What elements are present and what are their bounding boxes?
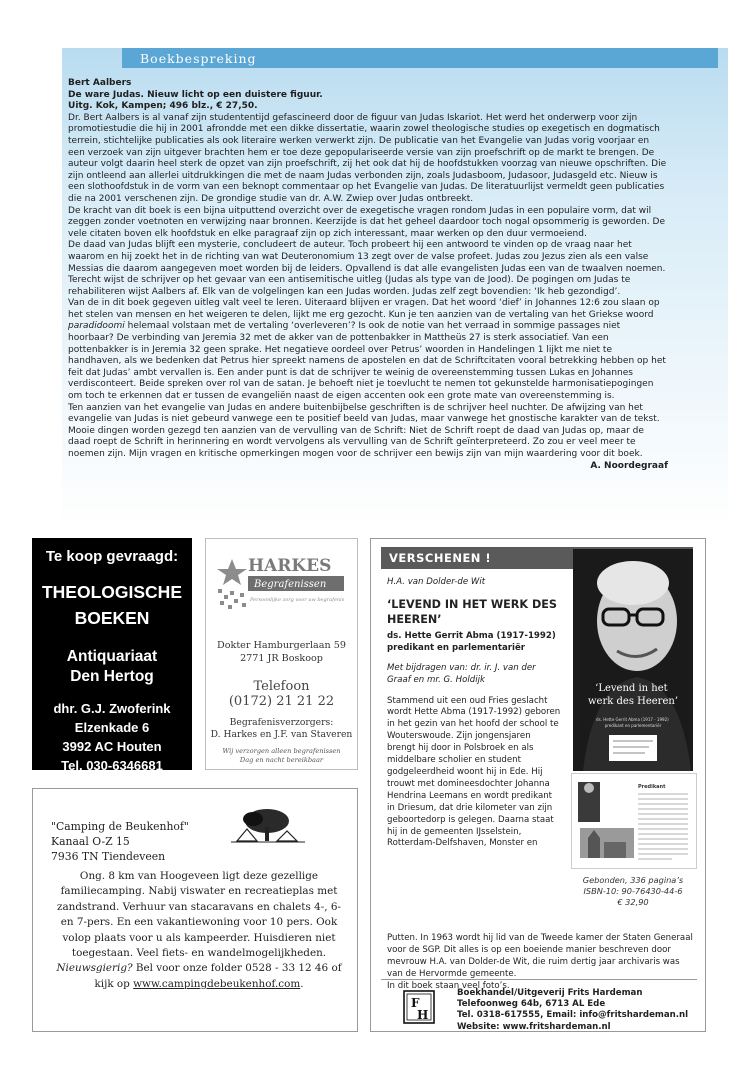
- publisher-name: Boekhandel/Uitgeverij Frits Hardeman: [457, 988, 643, 998]
- new-book-announcement: [370, 538, 706, 1032]
- harkes-address: [206, 639, 357, 665]
- harkes-note: [206, 747, 357, 765]
- phone-label: Telefoon: [253, 679, 310, 694]
- publisher-block: [381, 979, 697, 1032]
- book-binding: Gebonden, 336 pagina’s: [582, 875, 684, 885]
- review-text: helemaal volstaan met de vertaling ‘overleveren’? Is ook de notie van het verraad in sommige passages niet hoorbaar? De verbinding van Jeremia 32 met de akker van de pottenbakker in Mattheüs 27 is sterk associatief. Van een pottenbakker is in Jeremia 32 geen sprake. Het negatieve oordeel over Petrus’ woorden in Handelingen 1 lijkt me niet te handhaven, als we bedenken dat Petrus hier spreekt namens de apostelen en dat de Schriftcitaten vooral betrekking hebben op het feit dat Judas’ ambt vervallen is. Een ander punt is dat de schrijver te weinig de overeenstemming tussen Lukas en Johannes verdisconteert. Beide spreken over rol van de satan. Je behoeft niet je toevlucht te nemen tot gekunstelde harmonisatiepogingen om toch te erkennen dat er tussen de evangeliën naast de eigen accenten ook een grote mate van overeenstemming is.: [68, 321, 666, 402]
- inner-page-preview: [572, 774, 694, 866]
- ad-shop-line: Den Hertog: [70, 668, 154, 685]
- harkes-logo: [212, 545, 352, 617]
- ad-contact-line: dhr. G.J. Zwoferink: [53, 701, 171, 716]
- ad-contact-line: 3992 AC Houten: [62, 739, 162, 754]
- review-text: Van de in dit boek gegeven uitleg valt veel te leren. Uiteraard blijven er vragen. Dat het woord ‘dief’ in Johannes 12:6 zou slaan op het stelen van mensen en het weigeren te delen, lijkt me erg gezocht. Kun je ten aanzien van de vertaling van het Griekse woord: [68, 298, 660, 320]
- book-price: € 32,90: [617, 897, 649, 907]
- publisher-address: Telefoonweg 64b, 6713 AL Ede: [457, 999, 606, 1010]
- review-signature: A. Noordegraaf: [590, 460, 668, 471]
- review-paragraph: Dr. Bert Aalbers is al vanaf zijn studententijd gefascineerd door de figuur van Judas Iskariot. Het werd het onderwerp voor zijn promotiestudie die hij in 2001 afrondde met een dikke dissertatie, waarin zowel theologische studies op exegetisch en dogmatisch terrein, stichtelijke publicaties als ook literaire werken verwerkt zijn. De publicatie van het Evangelie van Judas vorig voorjaar en een verzoek van zijn uitgever brachten hem er toe deze gepopulariseerde versie van zijn proefschrift op de markt te brengen. De auteur volgt daarin heel sterk de opzet van zijn proefschrift, zij het ook dat hij de hoofdstukken voorzag van nieuwe opschriften. Die zijn ontleend aan allerlei uitdrukkingen die met de naam Judas verbonden zijn, zoals Judasboom, Judasoor, Judasgeld etc. Nieuw is een slothoofdstuk in de vorm van een beknopt commentaar op het Evangelie van Judas. De literatuurlijst vermeldt geen publicaties die na 2001 verschenen zijn. De grondige studie van dr. A.W. Zwiep over Judas ontbreekt.: [68, 112, 667, 204]
- note-line: Wij verzorgen alleen begrafenissen: [222, 747, 341, 755]
- review-paragraph: [68, 298, 668, 402]
- address-line: 2771 JR Boskoop: [240, 653, 323, 664]
- book-pub-info: Uitg. Kok, Kampen; 496 blz., € 27,50.: [68, 101, 258, 112]
- greek-term: paradidoomi: [68, 321, 125, 332]
- ad-subject: [32, 579, 192, 631]
- book-inner-page: [571, 773, 697, 869]
- book-isbn: ISBN-10: 90-76430-44-6: [583, 886, 683, 896]
- cover-subtitle: ds. Hette Gerrit Abma (1917 - 1992) predikant en parlementariër: [596, 717, 669, 728]
- ad-subject-line: BOEKEN: [74, 608, 150, 628]
- cover-portrait: [573, 549, 693, 771]
- description-text: Putten. In 1963 wordt hij lid van de Tweede kamer der Staten Generaal voor de SGP. Dit alles is op een boeiende manier beschreven door mevrouw H.A. van Dolder-de Wit, die ruim dertig jaar archivaris was van de Hervormde gemeente.: [387, 933, 693, 979]
- publisher-logo: [403, 990, 435, 1024]
- announcement-header: VERSCHENEN !: [381, 547, 693, 569]
- publisher-website[interactable]: Website: www.fritshardeman.nl: [457, 1021, 611, 1032]
- review-paragraph: De daad van Judas blijft een mysterie, concludeert de auteur. Toch probeert hij een antwoord te vinden op de vraag naar het waarom en hij zoekt het in de richting van wat Deuteronomium 13 zegt over de valse profeet. Judas zou Jezus zien als een valse Messias die daarom aangegeven moet worden bij de leiders. Opvallend is dat alle evangelisten Judas een van de twaalven noemen. Terecht wijst de schrijver op het gevaar van een antisemitische uitleg (Judas als type van de Jood). De pogingen om Judas te rehabiliteren wijst Aalbers af. Elk van de volgelingen kan een Judas worden. Judas zelf zegt bovendien: ‘Ik heb gezondigd’.: [68, 240, 666, 297]
- ad-camping: [32, 788, 358, 1032]
- harkes-phone: [206, 679, 357, 709]
- staff-role: Begrafenisverzorgers:: [229, 717, 334, 728]
- logo-sub: Begrafenissen: [254, 579, 327, 590]
- ad-shop-name: [32, 647, 192, 687]
- note-line: Dag en nacht bereikbaar: [239, 756, 324, 764]
- book-cover: [573, 549, 693, 771]
- camping-address: Kanaal O-Z 15: [51, 835, 130, 848]
- svg-text:F: F: [411, 996, 420, 1010]
- publisher-contact: Tel. 0318-617555, Email: info@fritshardeman.nl: [457, 1010, 689, 1021]
- review-paragraph: Ten aanzien van het evangelie van Judas en andere buitenbijbelse geschriften is de schrijver heel nuchter. De afwijzing van het evangelie van Judas is niet gebeurd vanwege een te positief beeld van Judas, maar vanwege het gnostische karakter van de tekst. Mooie dingen worden gezegd ten aanzien van de vervulling van de Schrift: Niet de Schrift roept de daad van Judas op, maar de daad roept de Schrift in herinnering en wordt vervolgens als vervulling van de Schrift geïnterpreteerd. Zo zou er veel meer te noemen zijn. Mijn vragen en kritische opmerkingen mogen voor de schrijver een bewijs zijn van mijn waardering voor dit boek.: [68, 402, 660, 459]
- publisher-info: [457, 988, 688, 1033]
- tree-tent-illustration: [231, 807, 305, 845]
- ad-harkes: [205, 538, 358, 770]
- camping-link-prefix: of kijk op: [94, 962, 342, 990]
- ad-antiquariaat: [32, 538, 192, 773]
- section-label: Boekbespreking: [122, 48, 718, 68]
- book-subtitle: ds. Hette Gerrit Abma (1917-1992) predikant en parlementariër: [387, 630, 556, 653]
- ad-headline: Te koop gevraagd:: [45, 548, 179, 565]
- review-body: [68, 78, 668, 472]
- book-contributors: Met bijdragen van: dr. ir. J. van der Graaf en mr. G. Holdijk: [387, 662, 536, 685]
- review-paragraph: De kracht van dit boek is een bijna uitputtend overzicht over de exegetische vragen rondom Judas in een populaire vorm, dat wil zeggen zonder voetnoten en verwijzing naar bronnen. Keerzijde is dat het geheel daardoor toch nogal opsommerig is geworden. De vele citaten boven elk hoofdstuk en elke paragraaf zijn op zich interessant, maar werken op den duur vermoeiend.: [68, 205, 666, 239]
- staff-names: D. Harkes en J.F. van Staveren: [210, 729, 353, 740]
- logo-text: HARKES: [248, 556, 332, 576]
- ad-contact-line: Tel. 030-6346681: [61, 758, 163, 773]
- book-info: [387, 577, 561, 850]
- camping-cta: Nieuwsgierig?: [56, 962, 133, 975]
- book-title: ‘LEVEND IN HET WERK DES HEEREN’: [387, 597, 557, 626]
- book-details: [571, 875, 695, 908]
- camping-phone: Bel voor onze folder 0528 - 33 12 46: [135, 962, 329, 975]
- address-line: Dokter Hamburgerlaan 59: [217, 640, 346, 651]
- book-author: Bert Aalbers: [68, 78, 132, 88]
- ad-shop-line: Antiquariaat: [66, 648, 158, 665]
- cover-title: ‘Levend in het werk des Heeren’: [588, 683, 678, 707]
- camping-header: [51, 819, 189, 864]
- description-end: In dit boek staan veel foto’s.: [387, 980, 510, 991]
- camping-name: "Camping de Beukenhof": [51, 820, 189, 833]
- book-description: Stammend uit een oud Fries geslacht wordt Hette Abma (1917-1992) geboren in het gezin van het hoofd der school te Wouterswoude. Zijn jongensjaren brengt hij door in Polsbroek en als middelbare scholier en student godgeleerdheid woont hij in Ede. Hij trouwt met domineesdochter Johanna Hendrina Leemans en wordt predikant in Driesum, dat drie kilometer van zijn geboortedorp is gelegen. Daarna staat hij in de gemeenten IJsselstein, Rotterdam-Delfshaven, Monster en: [387, 695, 561, 849]
- camping-description: [51, 869, 347, 992]
- svg-text:H: H: [417, 1008, 429, 1022]
- ad-contact-line: Elzenkade 6: [74, 720, 150, 735]
- camping-website-link[interactable]: www.campingdebeukenhof.com: [133, 977, 301, 990]
- inner-heading: Predikant: [638, 784, 666, 790]
- book-title: De ware Judas. Nieuw licht op een duistere figuur.: [68, 89, 323, 100]
- camping-link-suffix: .: [300, 977, 304, 990]
- camping-body: Ong. 8 km van Hoogeveen ligt deze gezellige familiecamping. Nabij viswater en recreatieplas met zandstrand. Verhuur van stacaravans en chalets 4-, 6- en 7-pers. En een vakantiewoning voor 10 pers. Ook volop plaats voor u als kampeerder. Huisdieren niet toegestaan. Veel fiets- en wandelmogelijkheden.: [57, 870, 341, 960]
- harkes-staff: [206, 717, 357, 741]
- book-author: H.A. van Dolder-de Wit: [387, 577, 486, 587]
- camping-address: 7936 TN Tiendeveen: [51, 850, 166, 863]
- phone-number: (0172) 21 21 22: [228, 694, 335, 709]
- ad-contact: [32, 699, 192, 775]
- ad-subject-line: THEOLOGISCHE: [41, 582, 182, 602]
- logo-tag: Persoonlijke zorg voor uw begrafenis: [250, 597, 345, 603]
